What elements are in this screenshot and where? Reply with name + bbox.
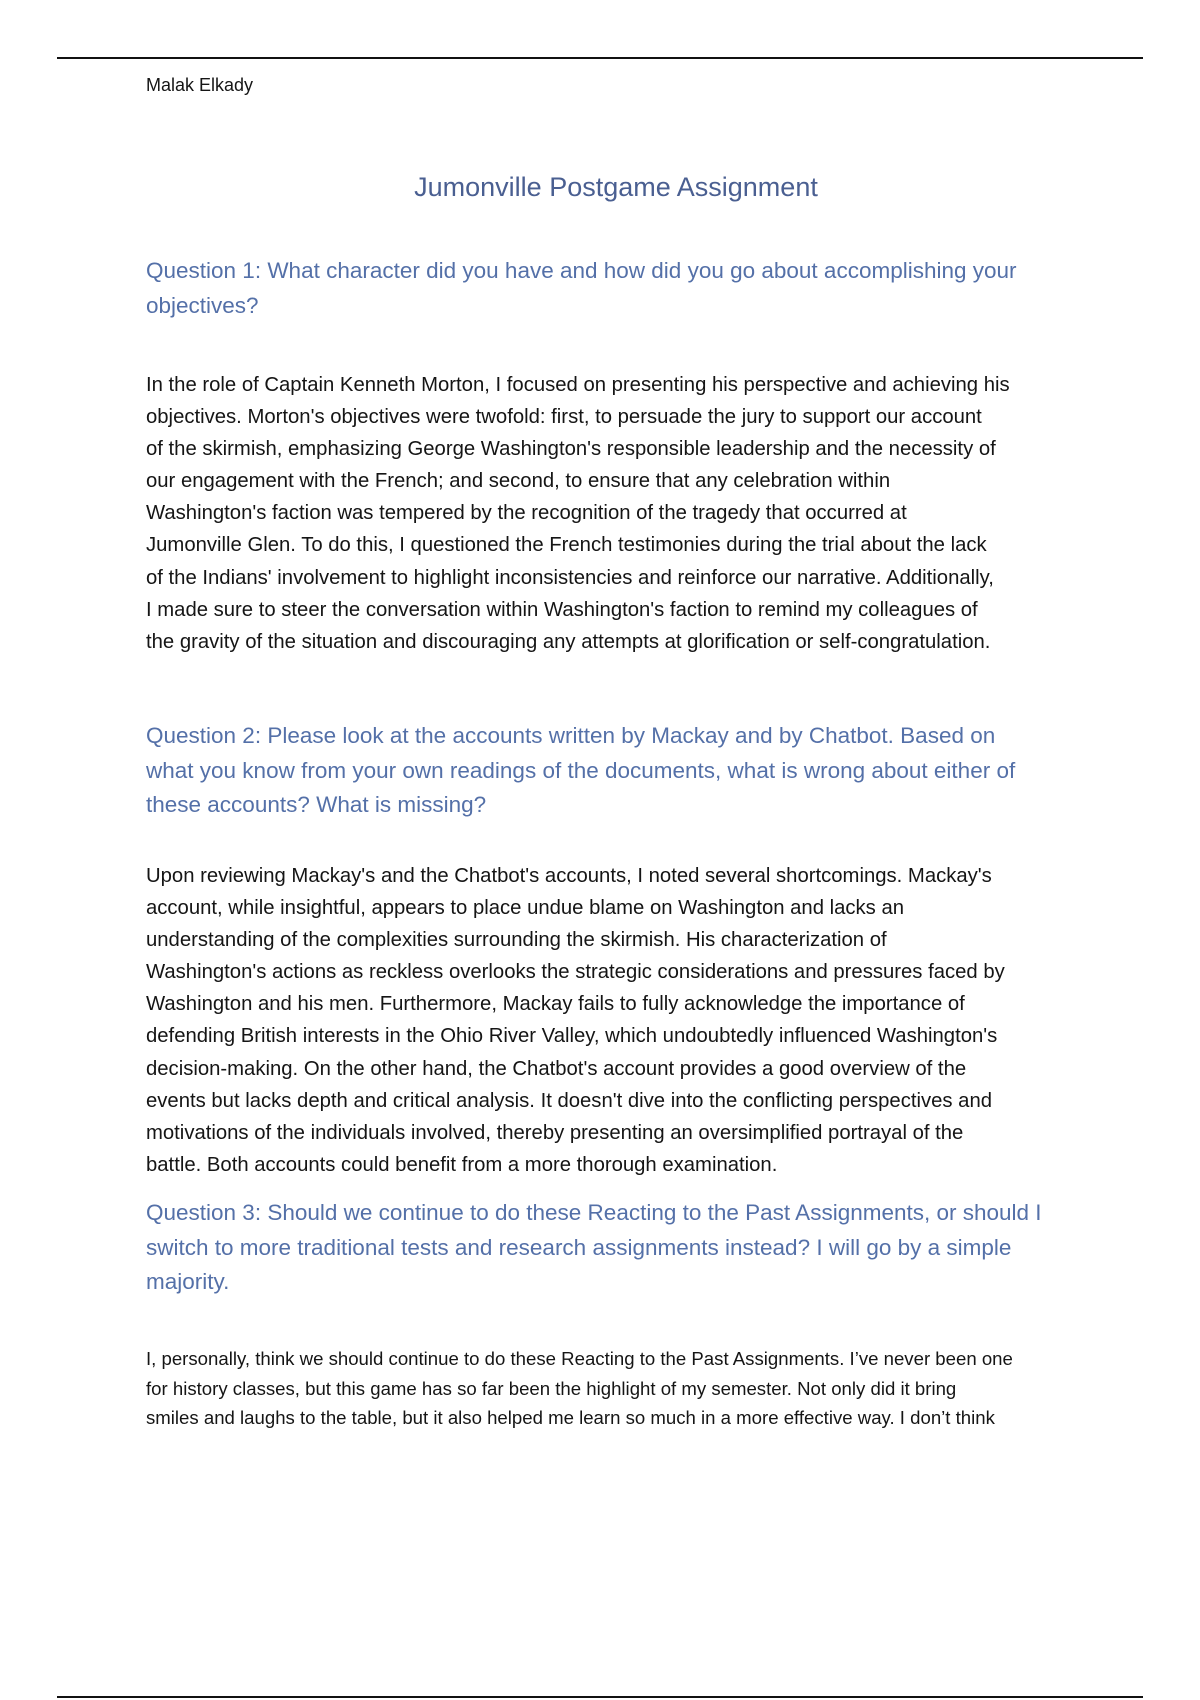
text-line: Question 2: Please look at the accounts written by Mackay and by Chatbot. Based on [146, 723, 996, 748]
text-line: objectives? [146, 292, 259, 318]
text-line: In the role of Captain Kenneth Morton, I focused on presenting his perspective and achieving his [146, 374, 1010, 396]
text-line: Upon reviewing Mackay's and the Chatbot's accounts, I noted several shortcomings. Mackay's [146, 865, 992, 887]
text-line: decision-making. On the other hand, the Chatbot's account provides a good overview of the [146, 1057, 967, 1080]
text-line: Question 3: Should we continue to do these Reacting to the Past Assignments, or should I [146, 1200, 1042, 1225]
top-rule [57, 57, 1143, 59]
text-line: Washington's actions as reckless overlooks the strategic considerations and pressures faced by [146, 961, 1005, 984]
answer-3 [146, 1344, 1106, 1433]
document-title: Jumonville Postgame Assignment [414, 172, 818, 202]
text-line: events but lacks depth and critical analysis. It doesn't dive into the conflicting perspectives and [146, 1089, 993, 1112]
text-line: our engagement with the French; and second, to ensure that any celebration within [146, 470, 891, 493]
text-line: of the skirmish, emphasizing George Washington's responsible leadership and the necessity of [146, 438, 996, 461]
text-line: understanding of the complexities surrounding the skirmish. His characterization of [146, 929, 887, 952]
text-line: these accounts? What is missing? [146, 792, 487, 817]
text-line: Question 1: What character did you have and how did you go about accomplishing your [146, 258, 1017, 283]
answer-2 [146, 860, 1106, 1181]
text-line: motivations of the individuals involved, thereby presenting an oversimplified portrayal of the [146, 1121, 964, 1144]
text-line: Washington's faction was tempered by the recognition of the tragedy that occurred at [146, 502, 907, 525]
bottom-rule [57, 1696, 1143, 1698]
question-3 [146, 1196, 1106, 1300]
text-line: battle. Both accounts could benefit from a more thorough examination. [146, 1153, 778, 1176]
text-line: account, while insightful, appears to place undue blame on Washington and lacks an [146, 897, 905, 920]
author-name: Malak Elkady [146, 75, 254, 95]
text-line: Jumonville Glen. To do this, I questioned the French testimonies during the trial about the lack [146, 534, 987, 557]
text-line: majority. [146, 1269, 230, 1294]
text-line: I made sure to steer the conversation within Washington's faction to remind my colleagues of [146, 598, 978, 621]
text-line: the gravity of the situation and discouraging any attempts at glorification or self-congratulation. [146, 630, 991, 653]
text-line: defending British interests in the Ohio River Valley, which undoubtedly influenced Washington's [146, 1025, 998, 1048]
answer-1 [146, 369, 1106, 658]
text-line: what you know from your own readings of the documents, what is wrong about either of [146, 757, 1016, 783]
text-line: objectives. Morton's objectives were twofold: first, to persuade the jury to support our account [146, 406, 982, 429]
text-line: I, personally, think we should continue to do these Reacting to the Past Assignments. I’ve never been one [146, 1348, 1013, 1369]
question-1 [146, 254, 1106, 323]
text-line: of the Indians' involvement to highlight inconsistencies and reinforce our narrative. Additionally, [146, 566, 994, 589]
text-line: switch to more traditional tests and research assignments instead? I will go by a simple [146, 1234, 1012, 1260]
text-line: Washington and his men. Furthermore, Mackay fails to fully acknowledge the importance of [146, 993, 965, 1016]
text-line: smiles and laughs to the table, but it also helped me learn so much in a more effective way. I don’t think [146, 1407, 995, 1428]
question-2 [146, 719, 1106, 823]
text-line: for history classes, but this game has so far been the highlight of my semester. Not only did it bring [146, 1377, 957, 1399]
